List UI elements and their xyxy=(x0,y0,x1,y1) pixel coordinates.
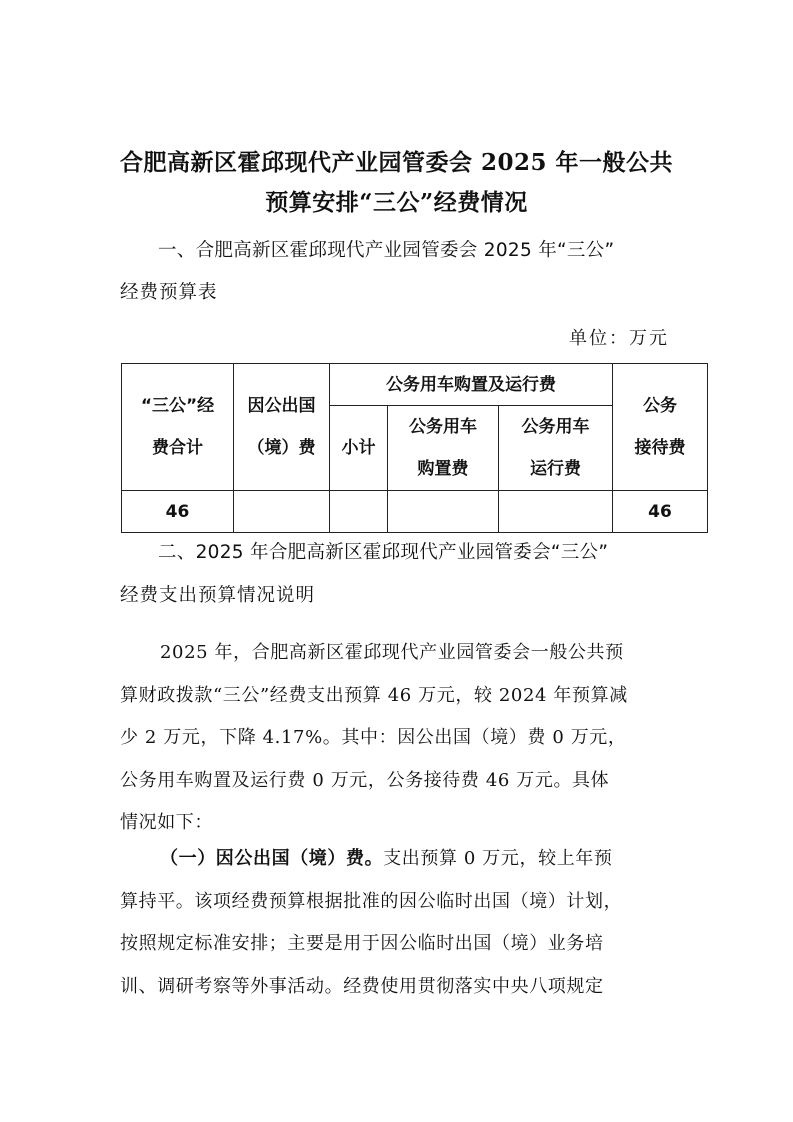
unit-label: 单位：万元 xyxy=(569,328,669,349)
budget-table xyxy=(121,363,708,533)
paragraph-lead-heading: （一）因公出国（境）费。 xyxy=(160,848,384,869)
cell-purchase xyxy=(388,491,499,533)
paragraph-line: 算财政拨款“三公”经费支出预算 46 万元，较 2024 年预算减 xyxy=(120,684,628,706)
header-purchase-line2: 购置费 xyxy=(417,459,469,479)
header-operation xyxy=(499,406,613,491)
table-header-row xyxy=(122,364,708,406)
header-reception-line1: 公务 xyxy=(643,396,677,416)
header-reception xyxy=(613,364,708,491)
paragraph-line xyxy=(120,838,680,881)
paragraph-line: 按照规定标准安排；主要是用于因公临时出国（境）业务培 xyxy=(120,933,604,954)
header-total xyxy=(122,364,234,491)
header-abroad xyxy=(234,364,330,491)
document-title-line2: 预算安排“三公”经费情况 xyxy=(265,189,528,216)
cell-reception: 46 xyxy=(613,491,708,533)
section1-heading-line2: 经费预算表 xyxy=(120,282,218,303)
paragraph-line: 算持平。该项经费预算根据批准的因公临时出国（境）计划， xyxy=(120,890,623,912)
paragraph-line: 2025 年，合肥高新区霍邱现代产业园管委会一般公共预 xyxy=(160,642,624,663)
header-operation-line1: 公务用车 xyxy=(521,417,590,437)
header-vehicle-group: 公务用车购置及运行费 xyxy=(330,364,613,406)
cell-abroad xyxy=(234,491,330,533)
paragraph-line: 情况如下： xyxy=(120,812,213,833)
header-abroad-line1: 因公出国 xyxy=(247,396,316,416)
header-reception-line2: 接待费 xyxy=(634,438,686,458)
section2-heading-line2: 经费支出预算情况说明 xyxy=(120,585,316,606)
cell-total: 46 xyxy=(122,491,234,533)
header-total-line2: 费合计 xyxy=(152,438,203,458)
paragraph-line: 训、调研考察等外事活动。经费使用贯彻落实中央八项规定 xyxy=(120,975,604,997)
cell-subtotal xyxy=(330,491,388,533)
cell-operation xyxy=(499,491,613,533)
header-operation-line2: 运行费 xyxy=(530,459,581,479)
section1-heading-line1: 一、合肥高新区霍邱现代产业园管委会 2025 年“三公” xyxy=(158,240,615,261)
header-purchase xyxy=(388,406,499,491)
paragraph-lead-text: 支出预算 0 万元，较上年预 xyxy=(383,848,613,869)
paragraph-summary xyxy=(120,632,680,845)
section2-heading-line1: 二、2025 年合肥高新区霍邱现代产业园管委会“三公” xyxy=(158,542,609,563)
paragraph-abroad-expense xyxy=(120,838,680,1008)
header-abroad-line2: （境）费 xyxy=(247,438,316,458)
header-purchase-line1: 公务用车 xyxy=(409,417,477,437)
header-total-line1: “三公”经 xyxy=(140,396,215,416)
paragraph-line: 少 2 万元，下降 4.17%。其中：因公出国（境）费 0 万元， xyxy=(120,727,627,748)
table-row xyxy=(122,491,708,533)
document-title-line1: 合肥高新区霍邱现代产业园管委会 2025 年一般公共 xyxy=(119,149,674,176)
header-subtotal: 小计 xyxy=(330,406,388,491)
paragraph-line: 公务用车购置及运行费 0 万元，公务接待费 46 万元。具体 xyxy=(120,769,610,791)
